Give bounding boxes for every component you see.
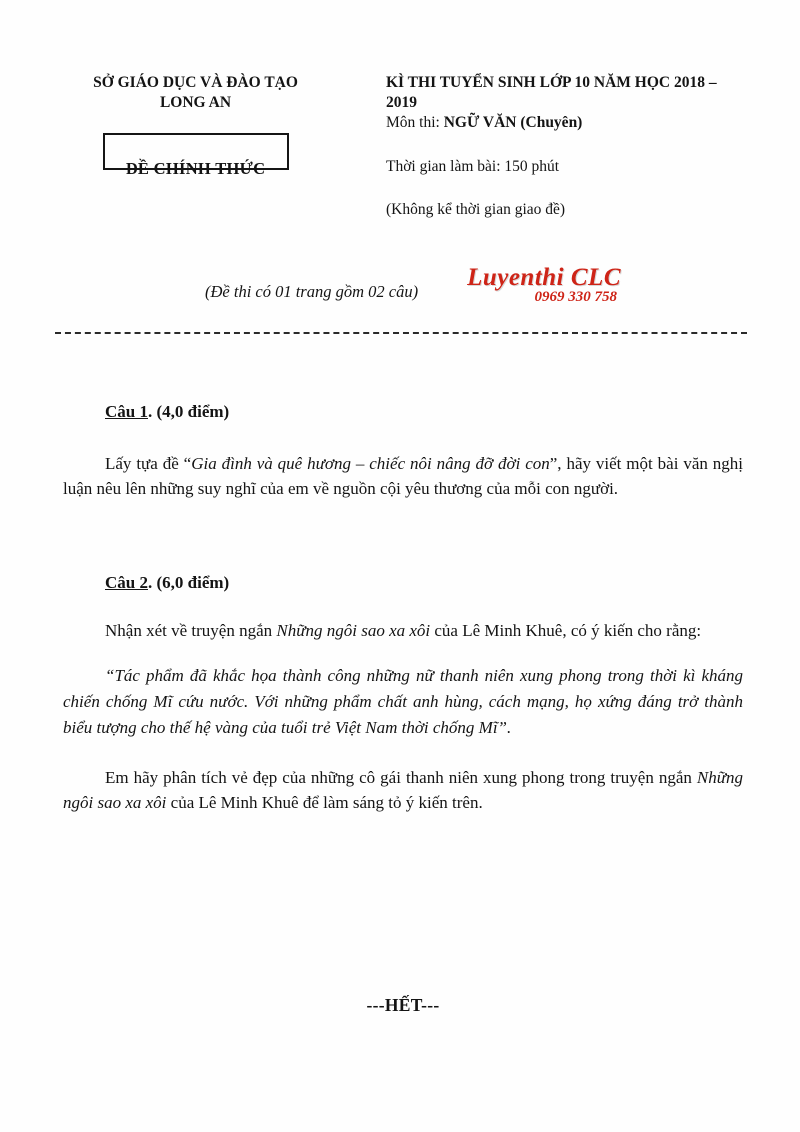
question-1-label: Câu 1 <box>105 402 148 421</box>
question-2-task-prefix: Em hãy phân tích vẻ đẹp của những cô gái thanh niên xung phong trong truyện ngắn <box>105 768 697 787</box>
duration-note: (Không kể thời gian giao đề) <box>386 201 566 218</box>
question-2-points: . (6,0 điểm) <box>147 573 230 592</box>
document-header <box>63 73 743 220</box>
question-2-task <box>63 765 743 815</box>
question-2-label: Câu 2 <box>105 573 148 592</box>
official-exam-box <box>103 133 289 178</box>
question-2 <box>63 571 743 815</box>
luyenthi-logo <box>467 264 621 306</box>
question-2-intro <box>63 618 743 643</box>
exam-info-block <box>328 73 743 220</box>
dashed-divider <box>55 332 747 334</box>
question-2-intro-prefix: Nhận xét về truyện ngắn <box>105 621 277 640</box>
question-1-essay-title: Gia đình và quê hương – chiếc nôi nâng đỡ đời con <box>191 454 550 473</box>
question-1-points: . (4,0 điểm) <box>147 402 230 421</box>
subject-label: Môn thi: <box>386 114 444 131</box>
subject-value: NGỮ VĂN (Chuyên) <box>443 114 583 131</box>
question-1-prompt-suffix: ”, hãy viết một bài văn nghị luận nêu lên những suy nghĩ của em về nguồn cội yêu thương của mỗi con người. <box>63 454 743 498</box>
authority-province: LONG AN <box>159 94 232 111</box>
question-2-heading <box>63 571 743 594</box>
subject-line <box>386 113 743 133</box>
question-2-quote: “Tác phẩm đã khắc họa thành công những nữ thanh niên xung phong trong thời kì kháng chiến chống Mĩ cứu nước. Với những phẩm chất anh hùng, cách mạng, họ xứng đáng trở thành biểu tượng cho thế hệ vàng của tuổi trẻ Việt Nam thời chống Mĩ”. <box>63 666 743 737</box>
issuing-authority-block <box>63 73 328 220</box>
question-2-task-suffix: của Lê Minh Khuê để làm sáng tỏ ý kiến trên. <box>166 793 483 812</box>
question-1-prompt-prefix: Lấy tựa đề “ <box>105 454 192 473</box>
logo-phone-number: 0969 330 758 <box>534 289 617 305</box>
page-count-note: (Đề thi có 01 trang gồm 02 câu) <box>205 282 419 301</box>
question-2-story-title: Những ngôi sao xa xôi <box>276 621 431 640</box>
meta-row <box>63 264 743 306</box>
exam-title: KÌ THI TUYỂN SINH LỚP 10 NĂM HỌC 2018 – 2019 <box>386 74 717 111</box>
question-1-prompt <box>63 451 743 501</box>
official-exam-label: ĐỀ CHÍNH THỨC <box>125 159 266 178</box>
question-2-story-title-repeat: Những ngôi sao xa xôi <box>63 768 743 812</box>
duration-line: Thời gian làm bài: 150 phút <box>386 158 560 175</box>
question-1-heading <box>63 400 743 423</box>
question-1 <box>63 400 743 501</box>
end-of-exam-marker: ---HẾT--- <box>366 995 440 1015</box>
authority-name: SỞ GIÁO DỤC VÀ ĐÀO TẠO <box>93 74 298 91</box>
logo-text: Luyenthi CLC <box>467 264 621 291</box>
question-2-intro-suffix: của Lê Minh Khuê, có ý kiến cho rằng: <box>430 621 702 640</box>
